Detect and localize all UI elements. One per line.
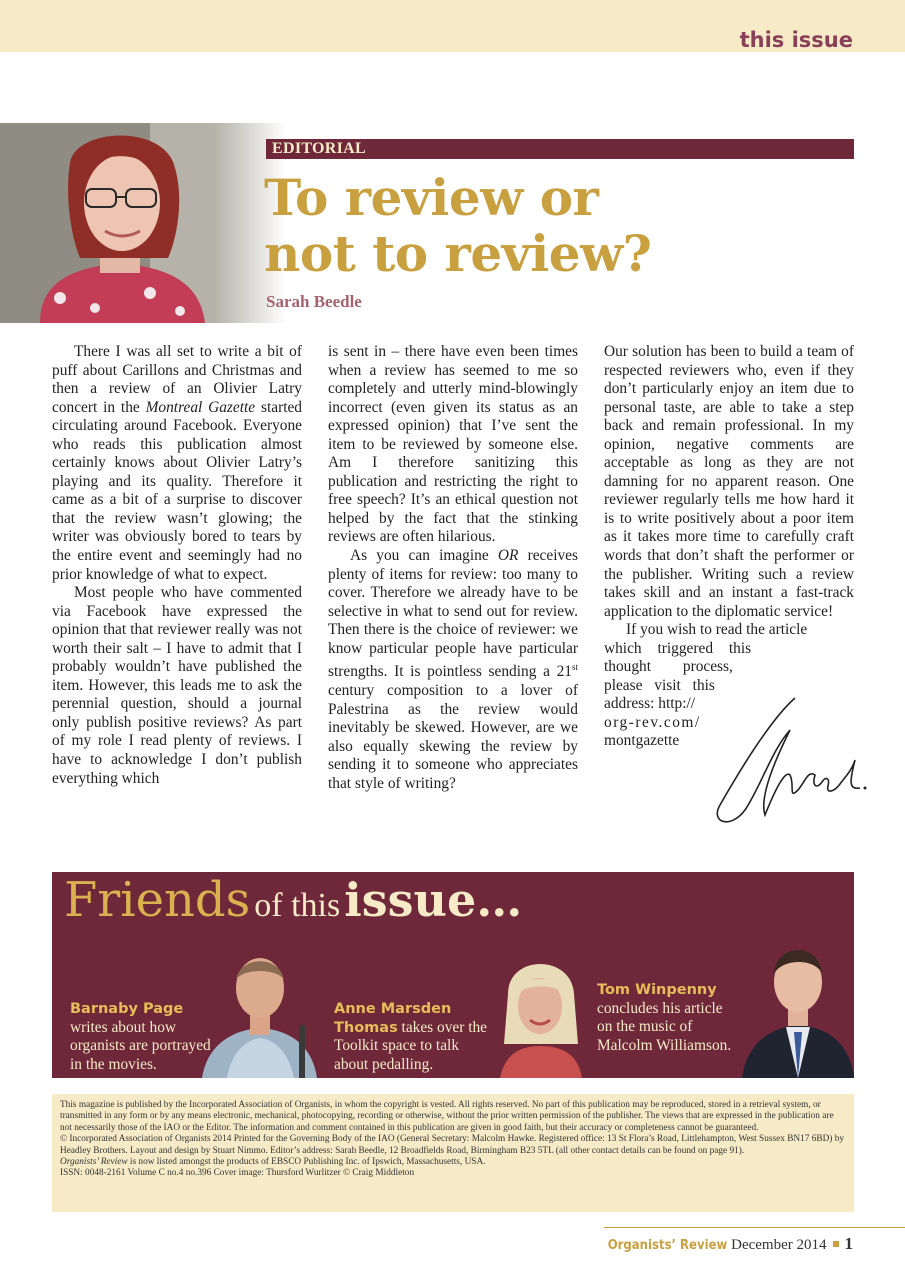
friend-item-tom-winpenny: Tom Winpenny concludes his article on the music of Malcolm Williamson. (597, 982, 732, 1054)
barnaby-page-photo (202, 950, 317, 1078)
article-column-1 (52, 343, 302, 788)
headline-line-1: To review or (264, 168, 599, 227)
friends-title: Friends of this issue… (64, 872, 523, 928)
paragraph: Our solution has been to build a team of respected reviewers who, even if they don’t particularly enjoy an item due to personal taste, are able to take a step back and remain professional. In my opinion, negative comments are acceptable as long as they are not damning for no apparent reason. One reviewer regularly tells me how hard it is to write positively about a poor item as it takes more time to carefully craft words that don’t shaft the performer or the publisher. Writing such a review takes skill and an instant a fast-track application to the diplomatic service! (604, 343, 854, 620)
editor-portrait (0, 123, 286, 323)
friends-of-this-issue-panel (52, 872, 854, 1078)
footer-magazine-name: Organists’ Review (607, 1238, 728, 1253)
legal-copyright: This magazine is published by the Incorporated Association of Organists, in whom the copyright is vested. All rights reserved. No part of this publication may be reproduced, stored in a retrieval system, or transmitted in any form or by any means electronic, mechanical, photocopying, recording or otherwise, without the prior written permission of the publisher. The views that are expressed in the publication are not necessarily those of the IAO or the Editor. The information and comment contained in this publication are given in good faith, but their accuracy or completeness cannot be guaranteed. (60, 1100, 834, 1133)
paragraph: There I was all set to write a bit of puff about Carillons and Christmas and then a review of an Olivier Latry concert in the Montreal Gazette started circulating around Facebook. Everyone who reads this publication almost certainly knows about Olivier Latry’s playing and its quality. Therefore it came as a bit of a surprise to discover that the review wasn’t glowing; the writer was obviously bored to tears by the entire event and seemingly had no prior knowledge of what to expect. (52, 343, 302, 583)
legal-issn: ISSN: 0048-2161 Volume C no.4 no.396 Cover image: Thursford Wurlitzer © Craig Middleton (60, 1168, 415, 1179)
page-number: 1 (844, 1234, 853, 1253)
article-column-2 (328, 343, 578, 793)
paragraph: As you can imagine OR receives plenty of items for review: too many to cover. Therefore we already have to be selective in what to send out for review. Then there is the choice of reviewer: we know particular people have particular strengths. It is pointless sending a 21st century composition to a lover of Palestrina as the review would inevitably be skewed. However, are we also equally skewing the review by sending it to someone who appreciates that style of writing? (328, 547, 579, 792)
paragraph: Most people who have commented via Facebook have expressed the opinion that that reviewer really was not worth their salt – I have to admit that I probably wouldn’t have published the item. However, this leads me to ask the perennial question, should a journal only publish positive reviews? As part of my role I read plenty of reviews. I have to acknowledge I don’t publish everything which (52, 584, 302, 787)
friend-item-anne-marsden-thomas: Anne Marsden Thomas takes over the Toolkit space to talk about pedalling. (334, 1001, 488, 1073)
legal-ebsco: Organists’ Review is now listed amongst the products of EBSCO Publishing Inc. of Ipswich, Massachusetts, USA. (60, 1157, 486, 1168)
section-bar (266, 139, 854, 159)
paragraph: is sent in – there have even been times when a review has seemed to me so completely and utterly mind-blowingly incorrect (even given its status as an expressed opinion) that I’ve sent the item to be reviewed by someone else. Am I therefore sanitizing this publication and restricting the right to free speech? It’s an ethical question not helped by the fact that the stinking reviews are often hilarious. (328, 343, 578, 546)
paragraph-link: If you wish to read the article which triggered this thought process, please visit this address: http:// org-rev.com/ montgazette (604, 621, 808, 750)
headline (264, 170, 651, 282)
legal-printer: © Incorporated Association of Organists 2014 Printed for the Governing Body of the IAO (General Secretary: Malcolm Hawke. Registered office: 13 St Flora’s Road, Littlehampton, West Sussex BN17 6BD) by Headley Brothers. Layout and design by Stuart Nimmo. Editor’s address: Sarah Beedle, 12 Broadfields Road, Birmingham B23 5TL (all other contact details can be found on page 91). (60, 1134, 845, 1156)
section-header-label: this issue (739, 28, 853, 52)
page-footer (608, 1234, 853, 1254)
footer-square-icon (833, 1241, 839, 1247)
section-label: EDITORIAL (272, 140, 366, 157)
anne-marsden-thomas-photo (490, 954, 590, 1078)
footer-date: December 2014 (731, 1237, 827, 1253)
tom-winpenny-photo (742, 932, 854, 1078)
friend-item-barnaby-page: Barnaby Page writes about how organists are portrayed in the movies. (70, 1001, 211, 1073)
header-band (0, 0, 905, 52)
footer-rule (604, 1227, 905, 1228)
author-byline: Sarah Beedle (266, 292, 362, 311)
legal-notice (52, 1094, 854, 1212)
editor-signature (700, 690, 870, 840)
headline-line-2: not to review? (264, 224, 652, 283)
